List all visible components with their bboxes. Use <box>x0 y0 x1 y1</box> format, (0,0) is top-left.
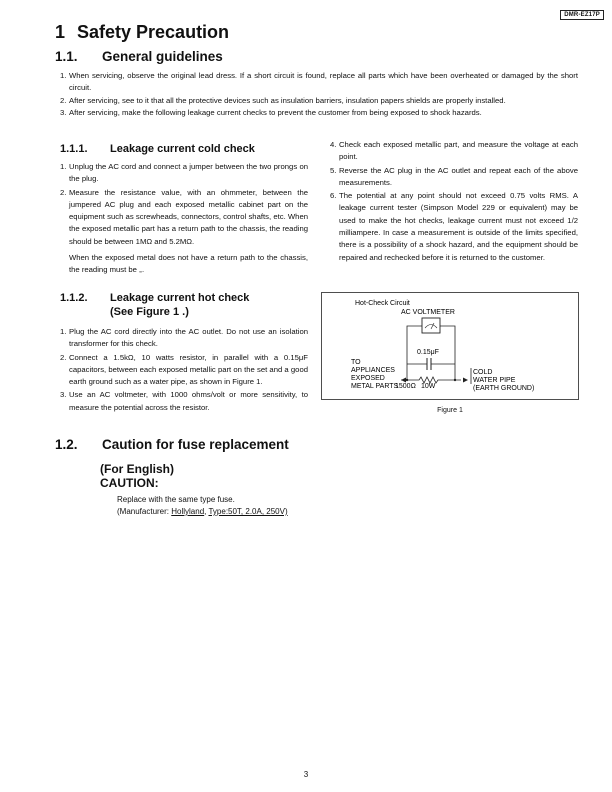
right-item-4 <box>330 139 578 164</box>
fuse-line-1: Replace with the same type fuse. <box>117 495 235 504</box>
fuse-heading <box>55 437 289 452</box>
node-right <box>454 379 456 381</box>
meter-dial <box>425 325 437 329</box>
fuse-line-2 <box>117 506 288 518</box>
fuse-title: Caution for fuse replacement <box>102 437 289 452</box>
fuse-line-2-sep: , <box>204 507 209 516</box>
left-label-1: TO <box>351 359 361 366</box>
general-heading <box>55 49 223 64</box>
item-text: Measure the resistance value, with an ohmmeter, between the jumpered AC plug and each exposed metallic cabinet part on the equipment such as screwheads, connectors, control shafts, etc. When the exposed metallic part has a return path to the chassis, the reading should be between 1MΩ and 5.2MΩ. <box>69 187 308 246</box>
right-label-2: WATER PIPE <box>473 377 516 384</box>
hot-item-1 <box>60 326 308 351</box>
cold-check-note <box>60 252 308 279</box>
right-arrow-icon <box>463 378 468 383</box>
node-left <box>406 379 408 381</box>
fuse-number: 1.2. <box>55 437 78 452</box>
figure-title: Hot-Check Circuit <box>355 300 410 307</box>
hot-check-subtitle: (See Figure 1 .) <box>110 306 189 318</box>
fuse-block <box>100 462 288 518</box>
cold-check-title: Leakage current cold check <box>110 143 255 155</box>
hot-check-section <box>60 292 308 415</box>
resistor-label: 1500Ω <box>395 383 416 390</box>
item-number: 3. <box>60 390 67 400</box>
item-number: 1. <box>60 162 67 171</box>
general-title: General guidelines <box>102 49 223 64</box>
infinity-symbol: ∞ <box>139 269 142 275</box>
item-text: After servicing, make the following leakage current checks to prevent the customer from being exposed to shock hazards. <box>69 107 482 117</box>
left-label-3: EXPOSED <box>351 375 385 382</box>
item-number: 5. <box>330 165 337 175</box>
note-end: . <box>141 265 145 275</box>
fuse-manufacturer: Hollyland <box>171 507 205 516</box>
item-number: 6. <box>330 191 337 201</box>
page-number: 3 <box>303 770 309 779</box>
item-number: 1. <box>60 71 67 80</box>
cold-check-number: 1.1.1. <box>60 143 88 155</box>
item-text: Plug the AC cord directly into the AC outlet. Do not use an isolation transformer for this check. <box>69 327 308 349</box>
fuse-type: Type:50T, 2.0A, 250V) <box>208 507 288 516</box>
note-text: When the exposed metal does not have a return path to the chassis, the reading must be <box>69 253 308 275</box>
figure-caption: Figure 1 <box>437 407 463 414</box>
item-number: 1. <box>60 327 67 336</box>
item-number: 3. <box>60 107 67 117</box>
item-text: When servicing, observe the original lead dress. If a short circuit is found, replace all parts which have been overheated or damaged by the short circuit. <box>69 71 578 93</box>
hot-check-list <box>60 326 308 414</box>
hot-check-number: 1.1.2. <box>60 292 88 304</box>
right-label-3: (EARTH GROUND) <box>473 385 535 392</box>
section-number: 1 <box>55 22 66 42</box>
hot-item-2 <box>60 352 308 389</box>
general-item-3 <box>60 107 578 119</box>
item-number: 4. <box>330 140 337 149</box>
item-text: After servicing, see to it that all the protective devices such as insulation barriers, insulation papers shields are properly installed. <box>69 95 506 105</box>
item-text: Use an AC voltmeter, with 1000 ohms/volt or more sensitivity, to measure the potential across the resistor. <box>69 390 308 412</box>
item-text: Connect a 1.5kΩ, 10 watts resistor, in parallel with a 0.15μF capacitors, between each exposed metallic part on the set and a good earth ground such as a water pipe, as shown in Figure 1. <box>69 352 308 387</box>
right-item-5 <box>330 165 578 190</box>
hot-item-3 <box>60 389 308 414</box>
cap-label: 0.15μF <box>417 349 439 356</box>
general-number: 1.1. <box>55 49 78 64</box>
general-item-2 <box>60 95 578 107</box>
hot-check-title: Leakage current hot check <box>110 292 250 304</box>
left-label-4: METAL PARTS <box>351 383 399 390</box>
hot-check-heading <box>60 292 308 304</box>
cold-check-list <box>60 161 308 248</box>
hot-check-circuit-figure <box>321 292 579 400</box>
meter-icon <box>422 318 440 333</box>
model-code-badge: DMR-EZ17P <box>560 10 604 20</box>
cold-item-2 <box>60 187 308 248</box>
item-number: 2. <box>60 352 67 362</box>
item-number: 2. <box>60 187 67 197</box>
right-list <box>330 139 578 265</box>
meter-needle <box>431 323 434 329</box>
left-arrow-icon <box>401 378 406 383</box>
section-title: Safety Precaution <box>77 22 230 42</box>
section-heading <box>55 22 229 43</box>
item-text: Reverse the AC plug in the AC outlet and repeat each of the above measurements. <box>339 165 578 187</box>
right-item-6 <box>330 190 578 264</box>
cold-item-1 <box>60 161 308 186</box>
general-list <box>60 70 578 119</box>
cold-check-section <box>60 143 308 279</box>
fuse-line-2-prefix: (Manufacturer: <box>117 507 172 516</box>
item-text: The potential at any point should not exceed 0.75 volts RMS. A leakage current tester (Simpson Model 229 or equivalent) may be used to make the hot checks, leakage current must not exceed 1/2 milliampere. In case a measurement is outside of the limits specified, there is a possibility of a shock hazard, and the equipment should be repaired and rechecked before it is returned to the customer. <box>339 191 578 262</box>
general-item-1 <box>60 70 578 95</box>
item-number: 2. <box>60 95 67 105</box>
fuse-caution: CAUTION: <box>100 476 159 490</box>
right-label-1: COLD <box>473 369 493 376</box>
watt-label: 10W <box>421 383 436 390</box>
left-label-2: APPLIANCES <box>351 367 395 374</box>
fuse-language: (For English) <box>100 462 174 476</box>
meter-lead-right <box>440 326 455 380</box>
item-text: Unplug the AC cord and connect a jumper between the two prongs on the plug. <box>69 162 308 184</box>
cold-check-heading <box>60 143 308 155</box>
item-text: Check each exposed metallic part, and measure the voltage at each point. <box>339 140 578 162</box>
meter-label: AC VOLTMETER <box>401 309 455 316</box>
